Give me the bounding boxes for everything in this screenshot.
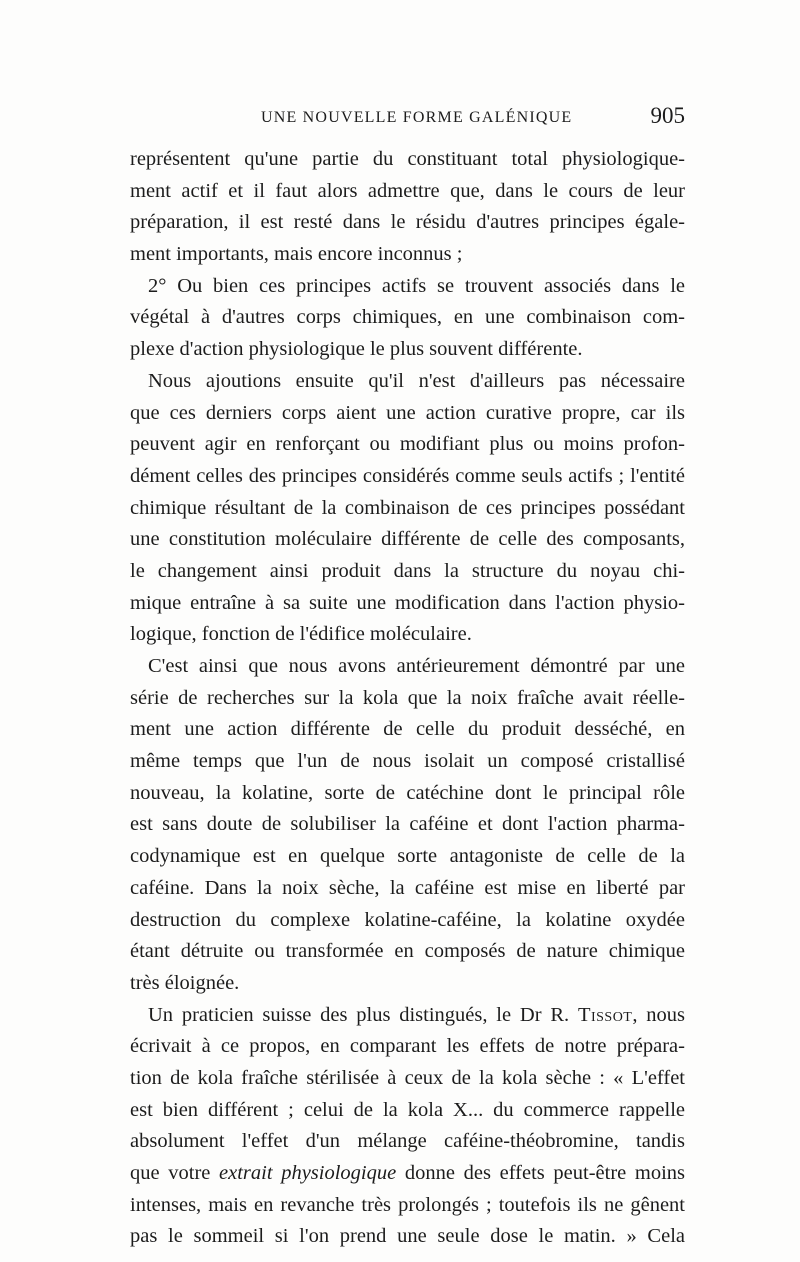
text-line: absolument l'effet d'un mélange caféine-théobromine, tandis (130, 1130, 685, 1153)
text-line: C'est ainsi que nous avons antérieurement démontré par une (148, 655, 685, 677)
text-line: peuvent agir en renforçant ou modifiant plus ou moins profon- (130, 433, 685, 456)
author-name: Tissot (577, 1003, 633, 1026)
text-line: mique entraîne à sa suite une modification dans l'action physio- (130, 591, 685, 614)
italic-phrase: extrait physiologique (219, 1162, 397, 1184)
text-line: plexe d'action physiologique le plus souvent différente. (130, 338, 583, 361)
text-line: pas le sommeil si l'on prend une seule dose le matin. » Cela (130, 1225, 685, 1248)
text-line: le changement ainsi produit dans la structure du noyau chi- (130, 559, 685, 582)
text-segment: , nous (632, 1003, 685, 1026)
text-line: série de recherches sur la kola que la noix fraîche avait réelle- (130, 686, 685, 709)
text-line: préparation, il est resté dans le résidu d'autres principes égale- (130, 211, 685, 234)
text-segment: Un praticien suisse des plus distingués, le Dr R. (148, 1003, 570, 1026)
text-line (130, 1000, 685, 1032)
text-line: que ces derniers corps aient une action curative propre, car ils (130, 401, 685, 424)
running-head (130, 103, 685, 133)
text-line: est bien différent ; celui de la kola X... du commerce rappelle (130, 1098, 685, 1121)
text-line: codynamique est en quelque sorte antagoniste de celle de la (130, 845, 685, 868)
text-line: destruction du complexe kolatine-caféine, la kolatine oxydée (130, 908, 685, 931)
text-line: tion de kola fraîche stérilisée à ceux de la kola sèche : « L'effet (130, 1066, 685, 1089)
text-line: caféine. Dans la noix sèche, la caféine est mise en liberté par (130, 876, 685, 899)
text-line: ment actif et il faut alors admettre que, dans le cours de leur (130, 179, 685, 202)
text-line: étant détruite ou transformée en composés de nature chimique (130, 940, 685, 963)
text-line: ment une action différente de celle du produit desséché, en (130, 718, 685, 741)
text-line: intenses, mais en revanche très prolongés ; toutefois ils ne gênent (130, 1193, 685, 1216)
text-line: dément celles des principes considérés comme seuls actifs ; l'entité (130, 464, 685, 487)
text-line (130, 1158, 685, 1190)
text-line: logique, fonction de l'édifice moléculaire. (130, 623, 472, 646)
text-line: 2° Ou bien ces principes actifs se trouvent associés dans le (148, 274, 685, 297)
text-line: nouveau, la kolatine, sorte de catéchine dont le principal rôle (130, 781, 685, 804)
text-line: est sans doute de solubiliser la caféine et dont l'action pharma- (130, 813, 685, 836)
text-line: ment importants, mais encore inconnus ; (130, 243, 463, 266)
body-text (130, 144, 685, 1253)
text-line: végétal à d'autres corps chimiques, en une combinaison com- (130, 306, 685, 329)
text-segment: que votre (130, 1162, 211, 1184)
text-line: représentent qu'une partie du constituant total physiologique- (130, 148, 685, 170)
text-line: écrivait à ce propos, en comparant les effets de notre prépara- (130, 1035, 685, 1058)
page-number: 905 (650, 103, 685, 128)
text-line: Nous ajoutions ensuite qu'il n'est d'ailleurs pas nécessaire (148, 369, 685, 392)
text-line: chimique résultant de la combinaison de ces principes possédant (130, 496, 685, 519)
text-line: une constitution moléculaire différente de celle des composants, (130, 528, 685, 551)
text-line: très éloignée. (130, 971, 240, 994)
running-title: UNE NOUVELLE FORME GALÉNIQUE (261, 109, 573, 126)
text-line: même temps que l'un de nous isolait un composé cristallisé (130, 750, 685, 773)
text-segment: donne des effets peut-être moins (404, 1162, 685, 1184)
